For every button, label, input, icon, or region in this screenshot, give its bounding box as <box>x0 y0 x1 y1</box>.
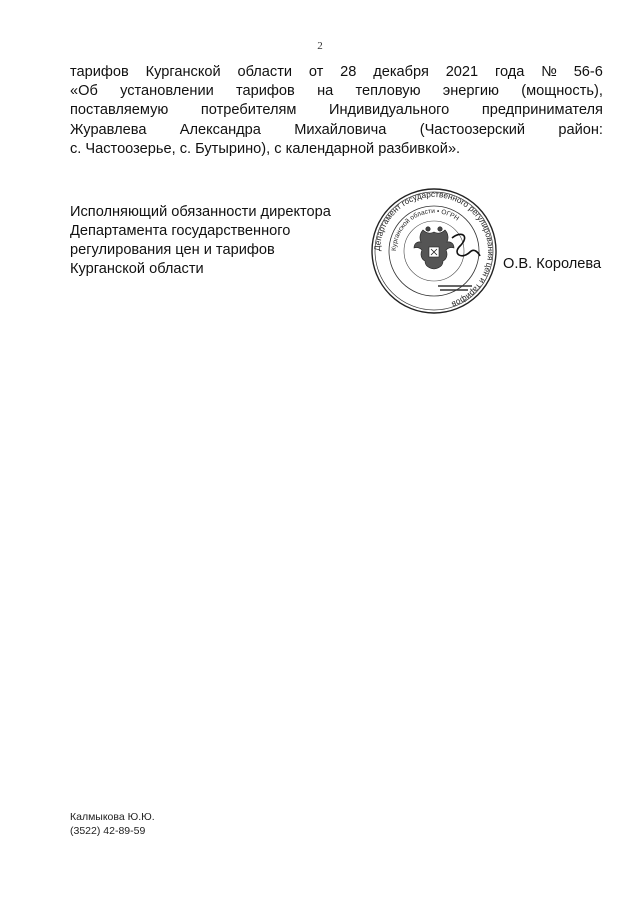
signatory-title <box>70 203 360 279</box>
page-number: 2 <box>317 40 323 52</box>
signature-mark <box>452 234 480 256</box>
word: тепловую <box>355 83 421 100</box>
word: «Об <box>70 83 98 100</box>
body-line-1 <box>70 63 603 82</box>
word: 28 <box>340 64 357 80</box>
seal-bottom-mark <box>438 286 472 290</box>
word: Александра <box>179 121 261 138</box>
word: тарифов <box>236 83 295 100</box>
word: предпринимателя <box>481 102 603 119</box>
word: район: <box>558 121 603 138</box>
word: Михайловича <box>294 121 387 138</box>
word: 56-6 <box>573 64 603 80</box>
word: года <box>494 64 525 80</box>
official-seal-stamp <box>368 186 500 316</box>
signatory-title-line: регулирования цен и тарифов <box>70 242 275 258</box>
signatory-name: О.В. Королева <box>503 256 602 272</box>
word: Индивидуального <box>329 102 450 119</box>
word: Журавлева <box>70 121 147 138</box>
word: тарифов <box>70 64 129 80</box>
word: 2021 <box>445 64 479 80</box>
word: поставляемую <box>70 102 169 119</box>
signatory-title-line: Курганской области <box>70 261 204 277</box>
body-line-2 <box>70 82 603 101</box>
word: области <box>237 64 293 80</box>
executor-name: Калмыкова Ю.Ю. <box>70 811 155 823</box>
body-line-4 <box>70 121 603 140</box>
seal-outer-text: Департамент государственного регулирования цен и тарифов <box>372 189 496 309</box>
executor-info <box>70 810 155 838</box>
word: (мощность), <box>521 83 603 100</box>
signatory-title-line: Департамента государственного <box>70 223 291 239</box>
signatory-title-line: Исполняющий обязанности директора <box>70 204 331 220</box>
seal-graphic <box>368 186 500 316</box>
word: установлении <box>120 83 214 100</box>
word: энергию <box>442 83 499 100</box>
document-body-text <box>70 63 603 159</box>
word: (Частоозерский <box>419 121 526 138</box>
body-line-5: с. Частоозерье, с. Бутырино), с календарной разбивкой». <box>70 140 461 157</box>
word: на <box>317 83 334 100</box>
body-line-3 <box>70 101 603 120</box>
word: Курганской <box>145 64 221 80</box>
word: № <box>541 64 557 80</box>
word: декабря <box>373 64 429 80</box>
word: от <box>308 64 324 80</box>
coat-of-arms-icon <box>414 227 454 269</box>
executor-phone: (3522) 42-89-59 <box>70 825 146 837</box>
word: потребителям <box>200 102 297 119</box>
seal-inner-text: Курганской области • ОГРН <box>390 207 460 252</box>
